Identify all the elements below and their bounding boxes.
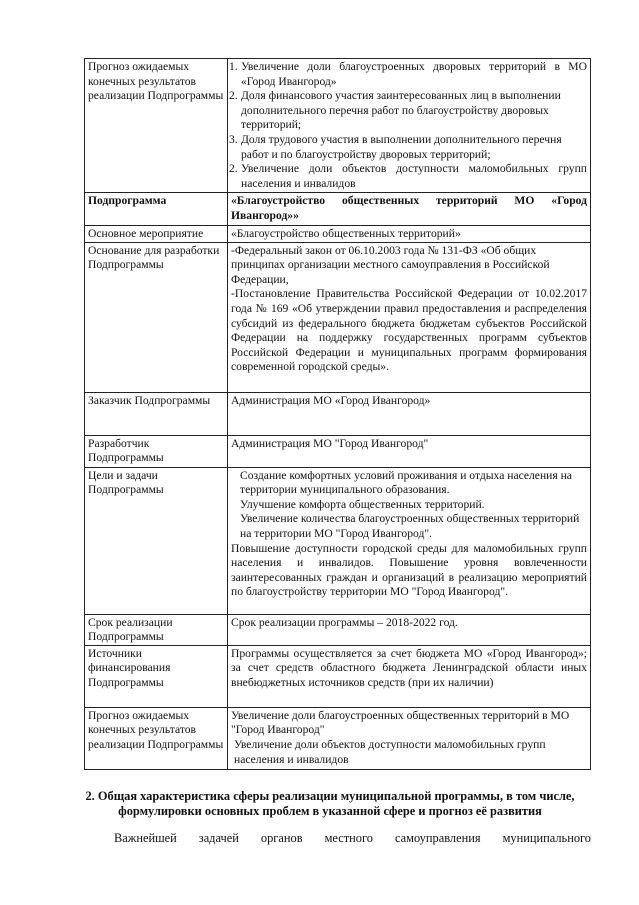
paragraph: Улучшение комфорта общественных территорий. [240,497,485,511]
table-row [85,614,591,645]
list-item: 1. Увеличение доли благоустроенных дворовых территорий в МО «Город Ивангород» [229,60,587,88]
row-label: Разработчик Подпрограммы [85,435,228,467]
row-value [228,59,591,193]
row-label: Прогноз ожидаемых конечных результатов реализации Подпрограммы [85,59,228,193]
paragraph: Повышение доступности городской среды для маломобильных групп населения и инвалидов. Повышение уровня вовлеченности заинтересованных граждан и организаций в реализацию мероприятий по благоустройству территории МО "Город Ивангород". [231,541,587,599]
row-label: Цели и задачи Подпрограммы [85,467,228,614]
row-value [228,242,591,392]
row-label: Прогноз ожидаемых конечных результатов реализации Подпрограммы [85,707,228,769]
row-label: Основное мероприятие [85,226,228,243]
row-label: Заказчик Подпрограммы [85,392,228,435]
row-value: Срок реализации программы – 2018-2022 год. [228,614,591,645]
table-row [85,645,591,707]
row-value: Администрация МО «Город Ивангород» [228,392,591,435]
table-row [85,467,591,614]
paragraph: Увеличение количества благоустроенных общественных территорий на территории МО "Город Ивангород". [240,512,580,540]
row-label: Подпрограмма [85,193,228,226]
row-value: «Благоустройство общественных территорий» [228,226,591,243]
table-row [85,59,591,193]
row-value [228,707,591,769]
table-row [85,242,591,392]
list-item: 2. Увеличение доли объектов доступности маломобильных групп населения и инвалидов [229,162,587,190]
list-item: 3. Доля трудового участия в выполнении дополнительного перечня работ и по благоустройству дворовых территорий; [229,132,562,161]
paragraph: -Федеральный закон от 06.10.2003 года № 131-ФЗ «Об общих принципах организации местного самоуправления в Российской Федерации, [231,243,550,286]
table-row [85,392,591,435]
section-heading: 2. Общая характеристика сферы реализации муниципальной программы, в том числе, формулировки основных проблем в указанной сфере и прогноз её развития [85,789,575,818]
table-row [85,707,591,769]
paragraph: Увеличение доли объектов доступности маломобильных групп населения и инвалидов [234,737,546,766]
paragraph: Увеличение доли благоустроенных общественных территорий в МО "Город Ивангород" [231,708,570,737]
body-paragraph: Важнейшей задачей органов местного самоуправления муниципального [114,831,591,845]
row-value: Программы осуществляется за счет бюджета МО «Город Ивангород»; за счет средств областного бюджета Ленинградской области иных внебюджетных источников средств (при их наличии) [228,645,591,707]
row-label: Основание для разработки Подпрограммы [85,242,228,392]
list-item: 2. Доля финансового участия заинтересованных лиц в выполнении дополнительного перечня работ по благоустройству дворовых территорий; [229,89,561,132]
paragraph: -Постановление Правительства Российской Федерации от 10.02.2017 года № 169 «Об утверждении правил предоставления и распределения субсидий из федерального бюджета бюджетам субъектов Российской Федерации на поддержку государственных программ субъектов Российской Федерации и муниципальных программ формирования современной городской среды». [231,287,587,374]
table-row [85,435,591,467]
row-value [228,467,591,614]
paragraph: Создание комфортных условий проживания и отдыха населения на территории муниципального образования. [240,468,572,497]
row-label: Источники финансирования Подпрограммы [85,645,228,707]
row-value: «Благоустройство общественных территорий МО «Город Ивангород»» [228,193,591,226]
passport-table [84,58,591,770]
row-label: Срок реализации Подпрограммы [85,614,228,645]
table-row [85,226,591,243]
table-row [85,193,591,226]
row-value: Администрация МО "Город Ивангород" [228,435,591,467]
